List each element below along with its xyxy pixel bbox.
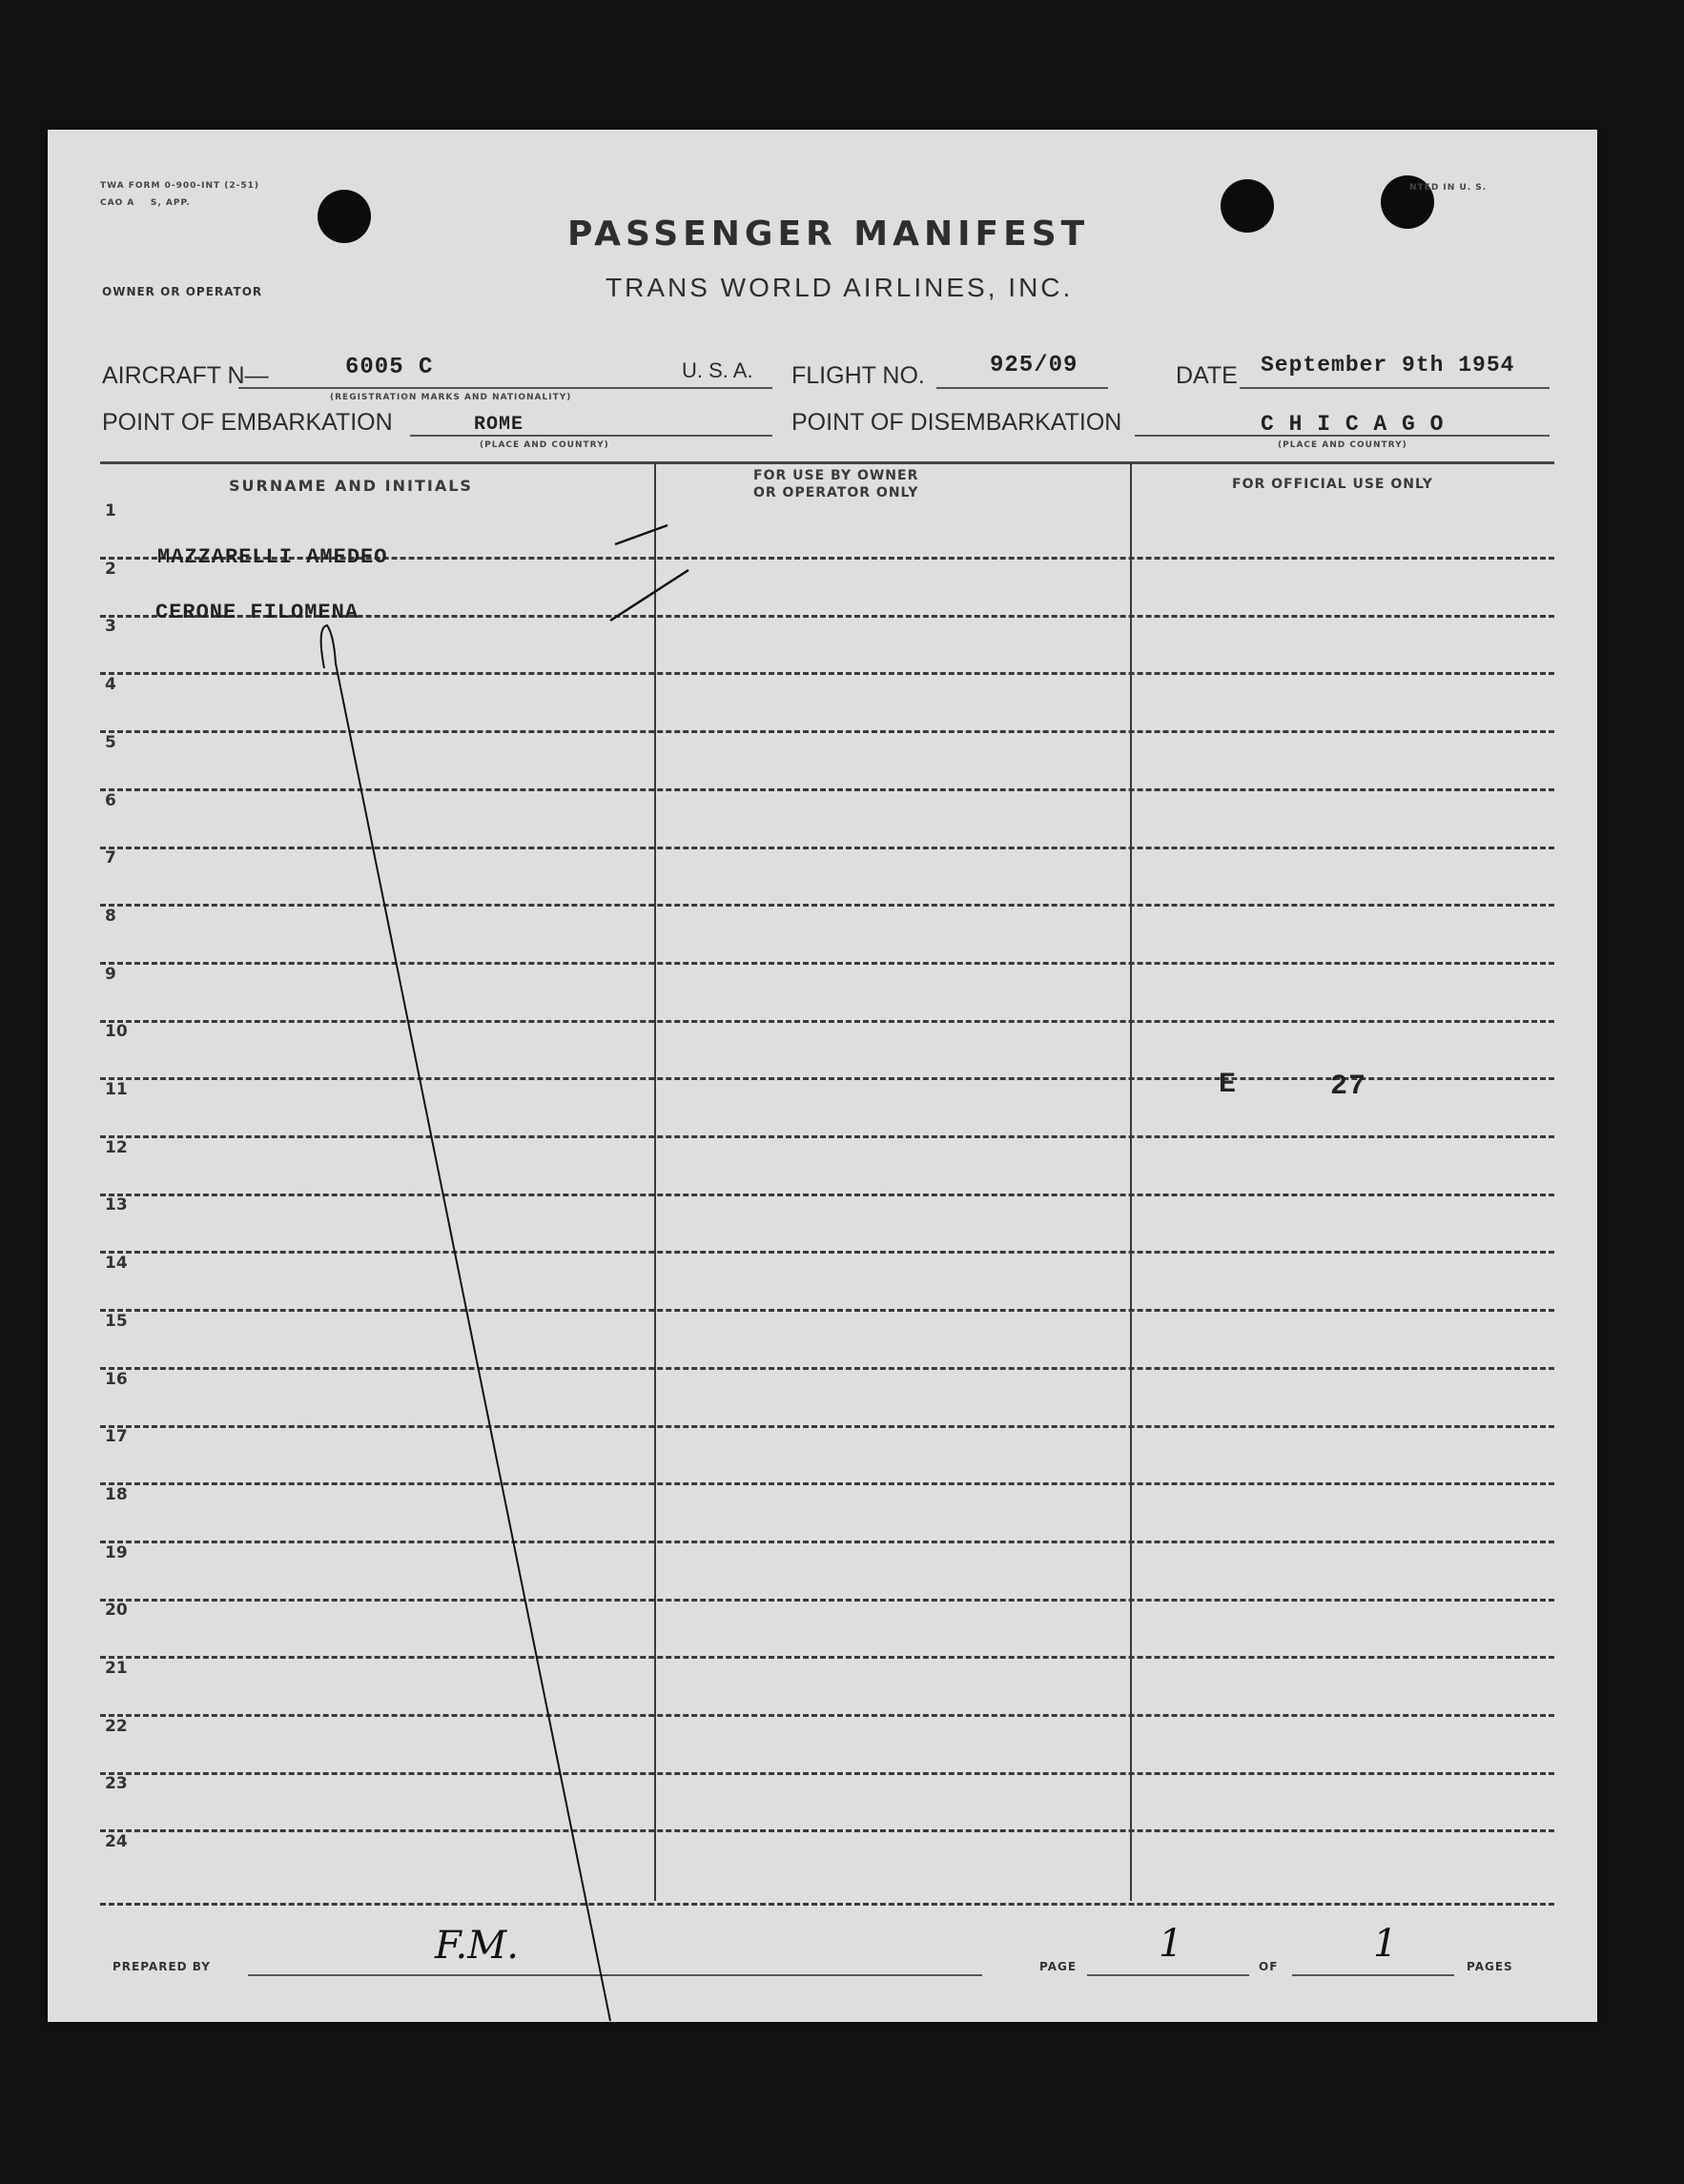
nationality: U. S. A. [682, 358, 753, 382]
prepared-by-initials: F.M. [435, 1924, 519, 1968]
row-line [100, 962, 1554, 965]
row-line [100, 672, 1554, 675]
flight-date: September 9th 1954 [1261, 353, 1515, 378]
row-line [100, 1599, 1554, 1602]
row-line [100, 1309, 1554, 1312]
date-label: DATE [1176, 362, 1238, 389]
flight-number: 925/09 [990, 353, 1078, 378]
row-line [100, 730, 1554, 733]
row-line [100, 1251, 1554, 1254]
official-mark: E [1219, 1069, 1238, 1101]
column-header-surname: SURNAME AND INITIALS [229, 477, 473, 495]
cancel-line [321, 625, 610, 2021]
row-number: 10 [105, 1022, 128, 1042]
row-number: 18 [105, 1484, 128, 1504]
row-number: 3 [105, 617, 116, 637]
prepared-by-underline [248, 1974, 982, 1976]
column-header-owner-use: FOR USE BY OWNER OR OPERATOR ONLY [753, 468, 919, 500]
row-number: 24 [105, 1832, 128, 1852]
row-number: 20 [105, 1601, 128, 1621]
row-line [100, 1135, 1554, 1138]
column-divider-1 [654, 461, 656, 1901]
date-underline [1240, 387, 1550, 389]
aircraft-label: AIRCRAFT N— [102, 362, 269, 389]
row-number: 21 [105, 1659, 128, 1678]
column-divider-2 [1130, 461, 1132, 1901]
embarkation-note: (PLACE AND COUNTRY) [480, 440, 609, 450]
row-line [100, 1482, 1554, 1485]
row-number: 12 [105, 1137, 128, 1157]
row-number: 15 [105, 1311, 128, 1331]
airline-name: TRANS WORLD AIRLINES, INC. [606, 273, 1074, 302]
manifest-sheet [48, 130, 1597, 2022]
flight-number-label: FLIGHT NO. [791, 362, 925, 389]
row-number: 16 [105, 1369, 128, 1389]
row-line [100, 788, 1554, 791]
row-line [100, 847, 1554, 849]
row-number: 19 [105, 1542, 128, 1562]
row-number: 6 [105, 790, 116, 810]
row-line [100, 904, 1554, 907]
row-line [100, 1020, 1554, 1023]
row-line [100, 1714, 1554, 1717]
document-title: PASSENGER MANIFEST [567, 214, 1090, 254]
disembarkation-place: C H I C A G O [1261, 412, 1445, 437]
flight-underline [936, 387, 1108, 389]
row-number: 14 [105, 1254, 128, 1274]
row-number: 11 [105, 1080, 128, 1099]
row-number: 7 [105, 848, 116, 868]
row-number: 23 [105, 1774, 128, 1794]
disembarkation-label: POINT OF DISEMBARKATION [791, 409, 1122, 436]
passenger-name-1: MAZZARELLI AMEDEO [157, 545, 388, 569]
row-number: 13 [105, 1195, 128, 1215]
row-number: 1 [105, 501, 116, 520]
embarkation-underline [410, 435, 772, 437]
registration-note: (REGISTRATION MARKS AND NATIONALITY) [330, 393, 572, 402]
row-line [100, 1425, 1554, 1428]
disembarkation-underline [1135, 435, 1550, 437]
punch-hole-left [318, 190, 371, 243]
row-line [100, 1829, 1554, 1832]
row-line [100, 1194, 1554, 1196]
of-label: OF [1259, 1960, 1279, 1973]
table-bottom-border [100, 1903, 1554, 1906]
check-mark-2 [610, 570, 688, 621]
row-number: 4 [105, 675, 116, 695]
total-pages: 1 [1373, 1922, 1398, 1966]
aircraft-underline [238, 387, 772, 389]
row-number: 5 [105, 732, 116, 752]
row-line [100, 1367, 1554, 1370]
punch-hole-center [1221, 179, 1274, 233]
row-number: 17 [105, 1427, 128, 1447]
embarkation-place: ROME [474, 414, 524, 436]
disembarkation-note: (PLACE AND COUNTRY) [1278, 440, 1407, 450]
cao-reference: CAO A S, APP. [100, 198, 191, 208]
aircraft-registration: 6005 C [345, 355, 434, 380]
page-label: PAGE [1039, 1960, 1078, 1973]
row-number: 9 [105, 964, 116, 984]
row-number: 8 [105, 906, 116, 926]
row-number: 2 [105, 559, 116, 579]
page-underline [1087, 1974, 1249, 1976]
row-line [100, 1656, 1554, 1659]
row-number: 22 [105, 1716, 128, 1736]
total-pages-underline [1292, 1974, 1454, 1976]
table-top-border [100, 461, 1554, 464]
prepared-by-label: PREPARED BY [113, 1960, 211, 1973]
form-number: TWA FORM 0-900-INT (2-51) [100, 181, 260, 191]
row-line [100, 1541, 1554, 1543]
row-line [100, 1772, 1554, 1775]
owner-operator-label: OWNER OR OPERATOR [102, 285, 263, 298]
check-mark-1 [615, 525, 667, 544]
column-header-official-use: FOR OFFICIAL USE ONLY [1232, 477, 1433, 492]
official-count: 27 [1330, 1071, 1367, 1103]
embarkation-label: POINT OF EMBARKATION [102, 409, 393, 436]
passenger-name-2: CERONE FILOMENA [155, 601, 359, 624]
page-number: 1 [1159, 1922, 1183, 1966]
printed-in-note: NTED IN U. S. [1409, 183, 1488, 193]
pages-label: PAGES [1467, 1960, 1513, 1973]
